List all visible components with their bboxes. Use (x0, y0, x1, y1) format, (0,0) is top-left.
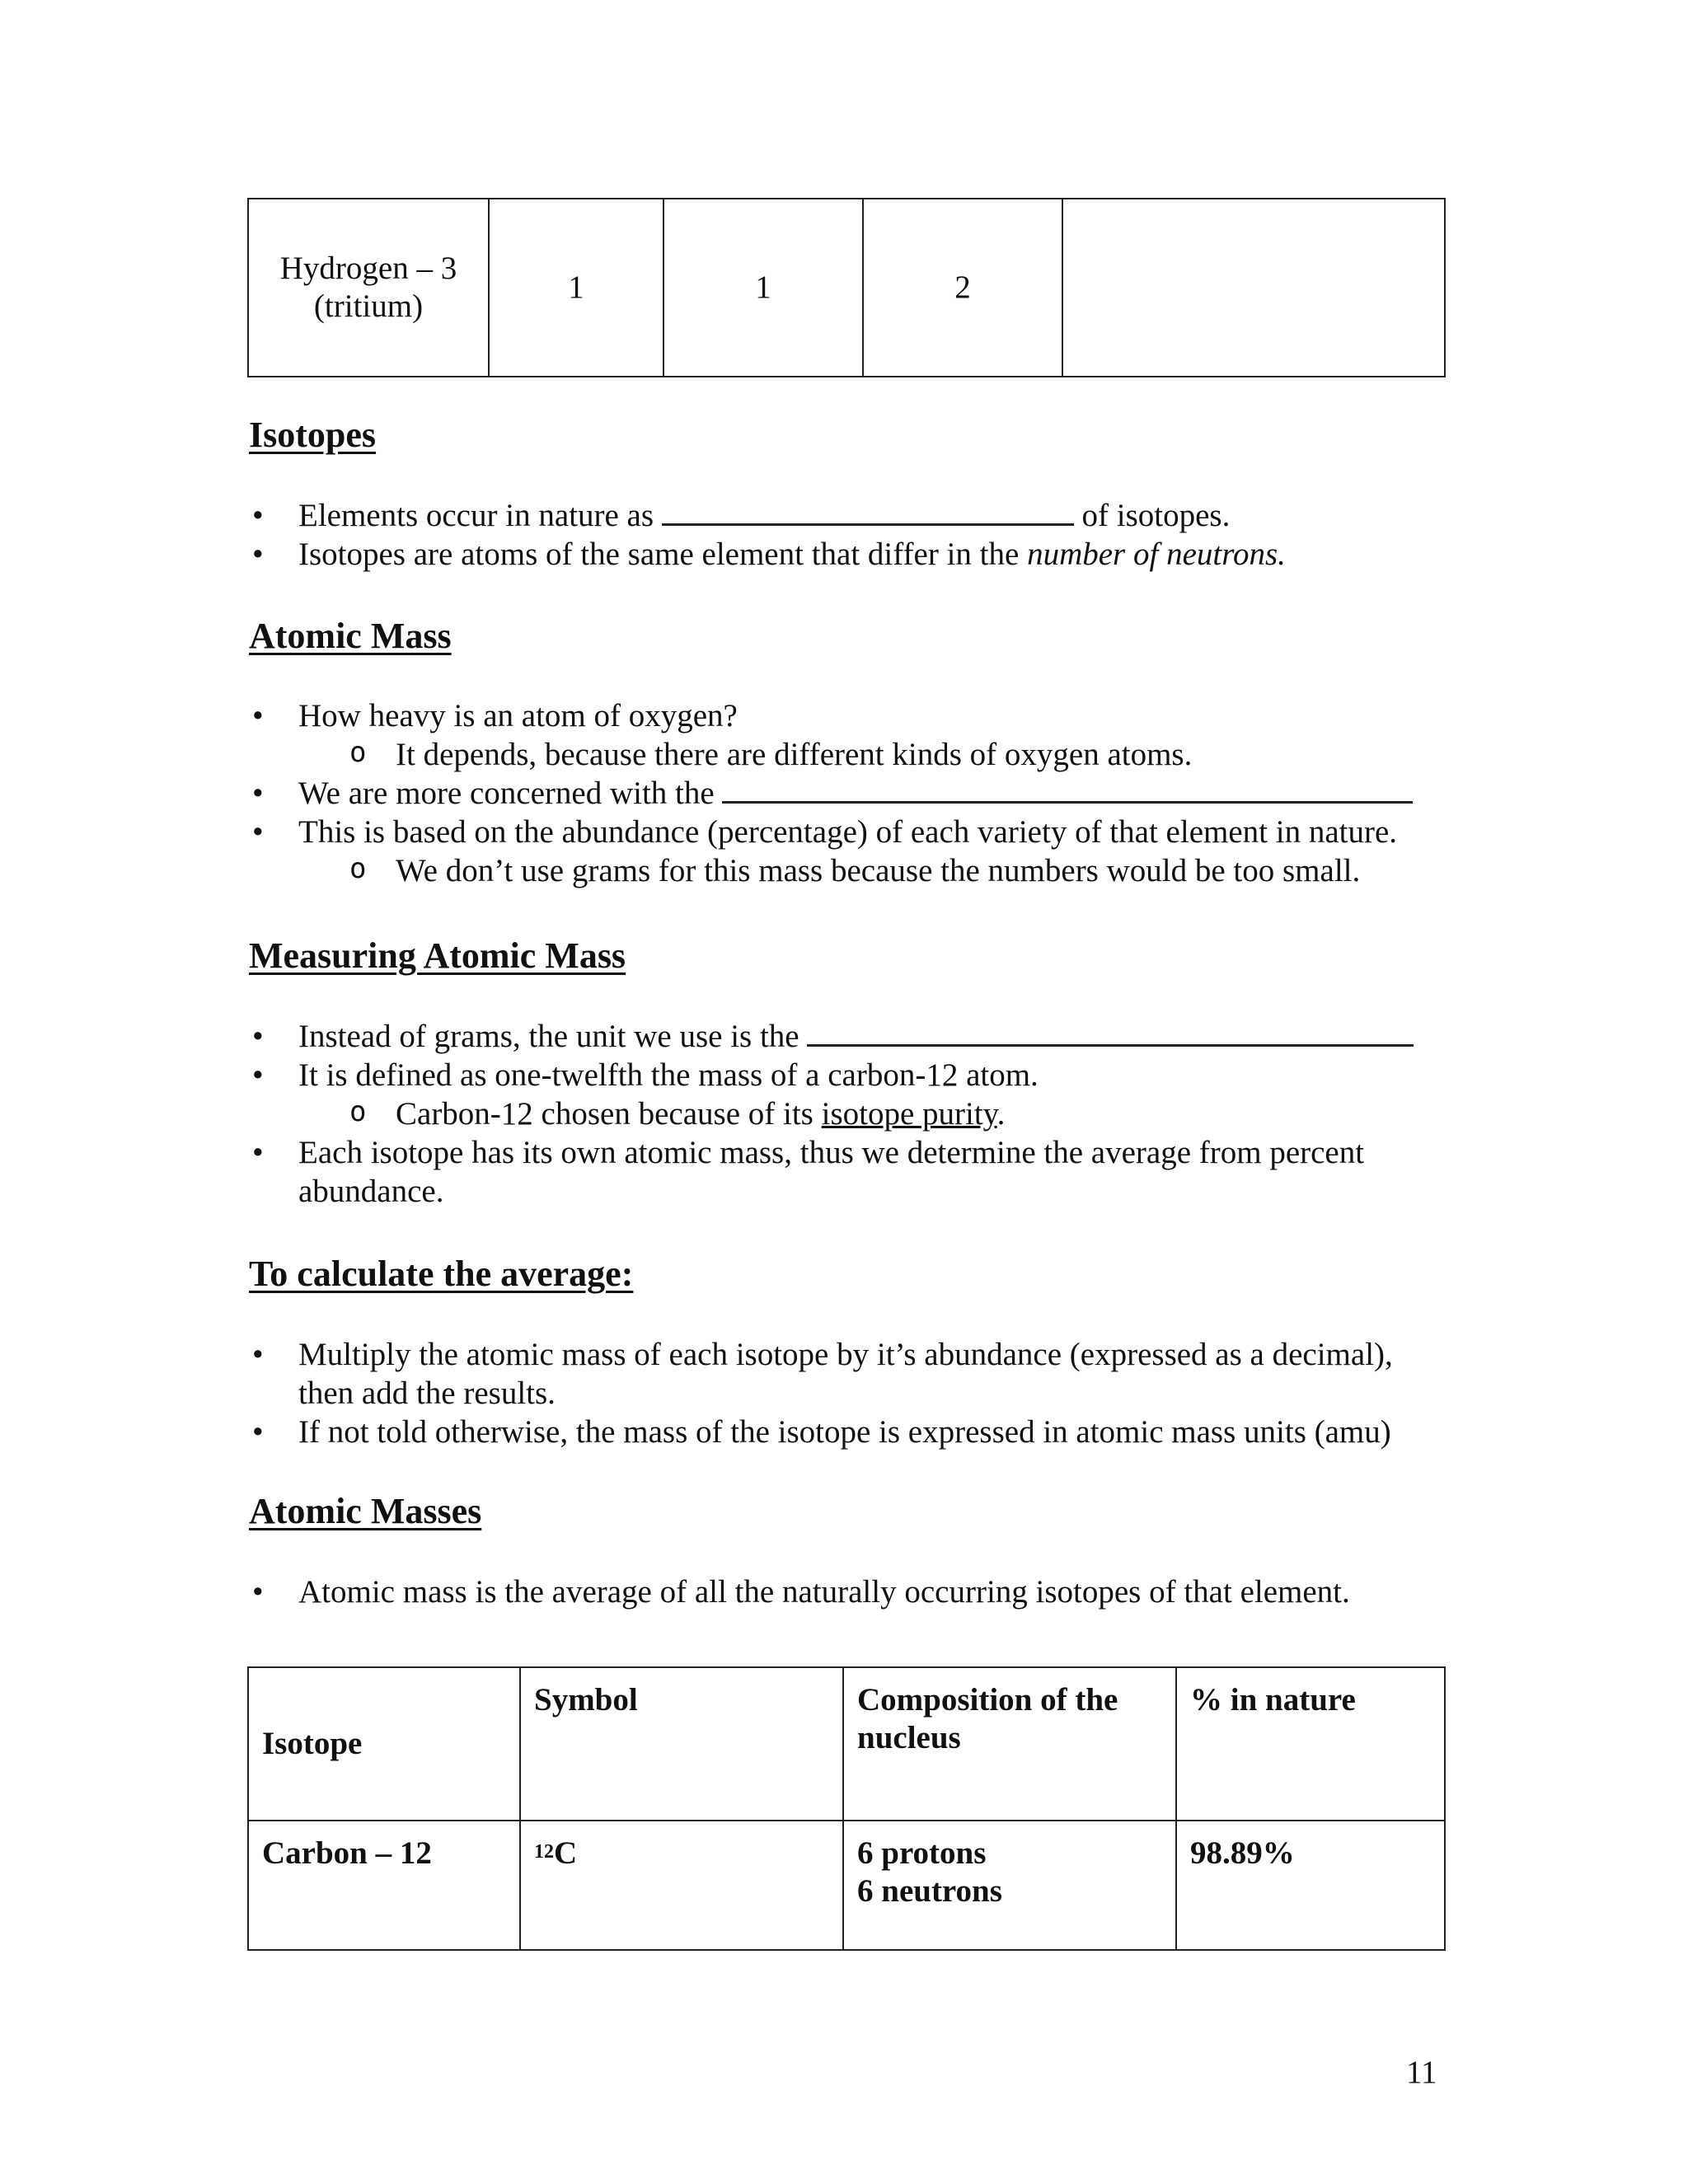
sub-list (247, 1094, 1451, 1133)
list-item (247, 496, 1451, 535)
composition-protons: 6 protons (857, 1835, 987, 1871)
table-header-composition: Composition of the nucleus (843, 1667, 1176, 1821)
fill-in-blank[interactable] (722, 775, 1413, 804)
bullet-text: of isotopes. (1081, 498, 1231, 533)
sub-list-item (247, 851, 1451, 890)
list-item (247, 535, 1451, 574)
heading-isotopes: Isotopes (249, 415, 377, 455)
bullet-text: This is based on the abundance (percentage) of each variety of that element in nature. (298, 814, 1398, 850)
sub-bullet-text: It depends, because there are different kinds of oxygen atoms. (396, 737, 1193, 772)
table-header-percent: % in nature (1176, 1667, 1445, 1821)
hydrogen-isotope-table (247, 198, 1446, 377)
page-number: 11 (1406, 2055, 1437, 2090)
table-row (248, 199, 1445, 377)
list-item (247, 1056, 1451, 1133)
bullet-text: Multiply the atomic mass of each isotope by it’s abundance (expressed as a decimal), then add the results. (298, 1337, 1393, 1411)
table-cell-isotope: Carbon – 12 (248, 1821, 520, 1950)
table-cell: 1 (489, 199, 663, 377)
sub-bullet-text: Carbon-12 chosen because of its (396, 1096, 814, 1132)
fill-in-blank[interactable] (662, 497, 1074, 526)
bullet-text: Isotopes are atoms of the same element that differ in the (298, 537, 1020, 572)
list-item (247, 774, 1451, 813)
table-header-row (248, 1667, 1445, 1821)
sub-bullet-punct: . (996, 1096, 1006, 1132)
list-item (247, 1133, 1451, 1211)
table-cell: 2 (863, 199, 1062, 377)
sub-list-item (247, 735, 1451, 774)
list-item (247, 1413, 1451, 1451)
underlined-term: isotope purity (821, 1096, 997, 1132)
list-item (247, 1017, 1451, 1056)
sub-bullet-text: We don’t use grams for this mass because the numbers would be too small. (396, 853, 1361, 888)
list-item (247, 696, 1451, 774)
bullet-text: Atomic mass is the average of all the naturally occurring isotopes of that element. (298, 1574, 1350, 1610)
atomic-mass-bullets (247, 696, 1451, 890)
calculate-bullets (247, 1335, 1451, 1451)
bullet-text: Elements occur in nature as (298, 498, 654, 533)
bullet-text: How heavy is an atom of oxygen? (298, 698, 738, 733)
sub-list (247, 735, 1451, 774)
isotopes-bullets (247, 496, 1451, 574)
isotope-name-line2: (tritium) (313, 288, 424, 324)
bullet-text: If not told otherwise, the mass of the isotope is expressed in atomic mass units (amu) (298, 1414, 1391, 1450)
bullet-italic-text: number of neutrons. (1027, 537, 1286, 572)
list-item (247, 1335, 1451, 1413)
list-item (247, 813, 1451, 890)
sub-list (247, 851, 1451, 890)
measuring-bullets (247, 1017, 1451, 1211)
table-cell-empty (1062, 199, 1445, 377)
table-cell-symbol (520, 1821, 843, 1950)
list-item (247, 1572, 1451, 1611)
isotope-name-line1: Hydrogen – 3 (279, 251, 457, 286)
element-symbol: C (554, 1835, 578, 1871)
table-header-symbol: Symbol (520, 1667, 843, 1821)
table-cell: 1 (663, 199, 863, 377)
table-row (248, 1821, 1445, 1950)
heading-calculate-average: To calculate the average: (249, 1254, 634, 1294)
atomic-masses-bullets (247, 1572, 1451, 1611)
fill-in-blank[interactable] (807, 1018, 1414, 1047)
bullet-text: We are more concerned with the (298, 776, 715, 811)
composition-neutrons: 6 neutrons (857, 1873, 1002, 1909)
bullet-text: It is defined as one-twelfth the mass of a carbon-12 atom. (298, 1057, 1039, 1093)
heading-atomic-masses: Atomic Masses (249, 1491, 482, 1531)
table-cell-isotope-name (248, 199, 489, 377)
sub-list-item (247, 1094, 1451, 1133)
heading-atomic-mass: Atomic Mass (249, 616, 452, 656)
heading-measuring-atomic-mass: Measuring Atomic Mass (249, 935, 626, 976)
bullet-text: Each isotope has its own atomic mass, thus we determine the average from percent abundance. (298, 1135, 1365, 1209)
mass-number: 12 (534, 1841, 554, 1863)
table-cell-composition (843, 1821, 1176, 1950)
table-header-isotope: Isotope (248, 1667, 520, 1821)
table-cell-percent: 98.89% (1176, 1821, 1445, 1950)
bullet-text: Instead of grams, the unit we use is the (298, 1019, 799, 1054)
carbon-isotope-table (247, 1666, 1446, 1951)
